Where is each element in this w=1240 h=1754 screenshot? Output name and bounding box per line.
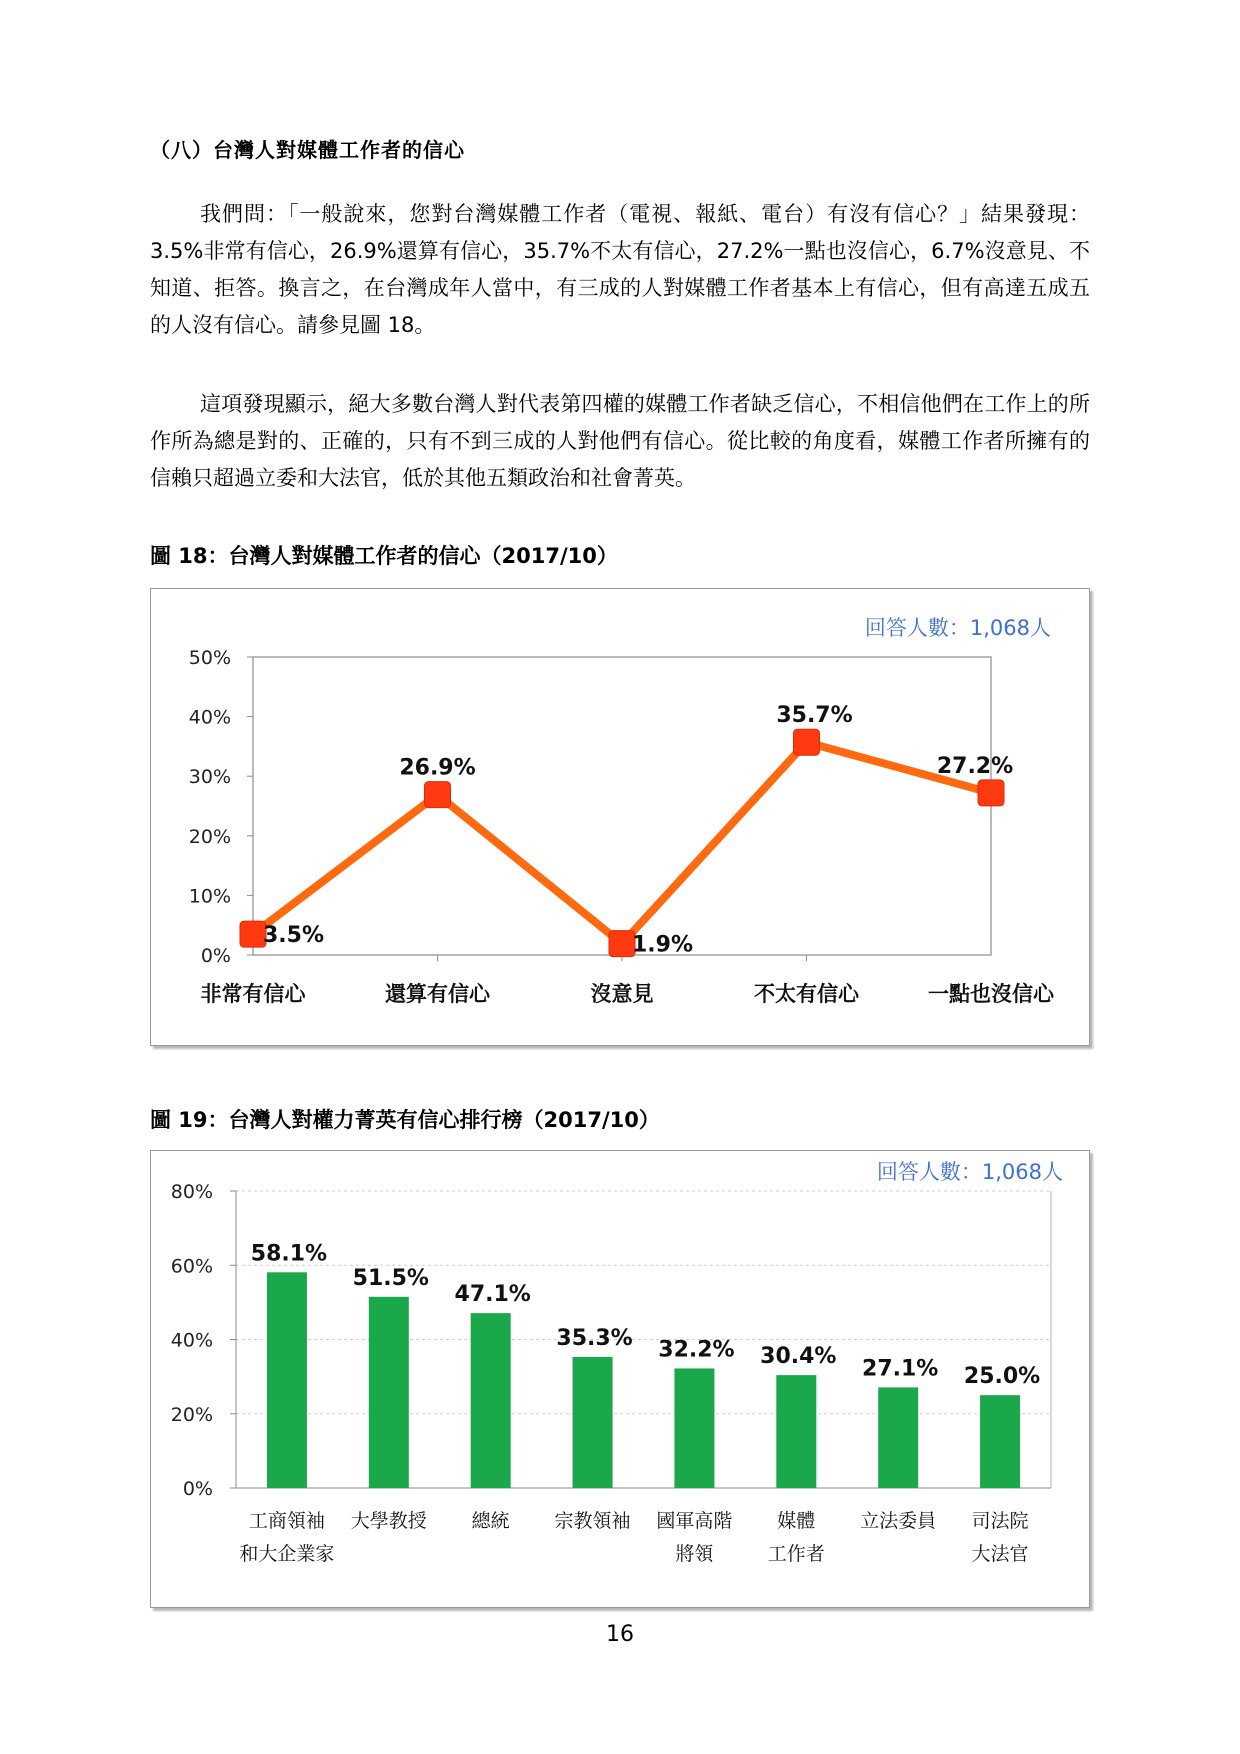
x-category-label: 工商領袖 bbox=[248, 1510, 325, 1532]
series-line bbox=[253, 742, 991, 943]
x-category-label: 不太有信心 bbox=[754, 982, 859, 1006]
figure-19-chart bbox=[150, 1150, 1090, 1608]
y-tick-label: 10% bbox=[188, 885, 231, 908]
data-label: 3.5% bbox=[263, 923, 325, 949]
x-category-label: 工作者 bbox=[767, 1543, 825, 1565]
x-category-label: 和大企業家 bbox=[239, 1543, 335, 1565]
bar-1 bbox=[267, 1272, 307, 1488]
data-label: 27.1% bbox=[862, 1356, 939, 1382]
x-category-label: 將領 bbox=[675, 1543, 714, 1565]
bar-2 bbox=[369, 1297, 409, 1488]
data-label: 35.7% bbox=[776, 703, 853, 729]
y-tick-label: 0% bbox=[200, 945, 231, 967]
y-tick-label: 30% bbox=[188, 766, 231, 789]
figure-19-caption: 圖 19：台灣人對權力菁英有信心排行榜（2017/10） bbox=[150, 1108, 660, 1132]
bar-6 bbox=[776, 1375, 816, 1488]
paragraph-2: 這項發現顯示，絕大多數台灣人對代表第四權的媒體工作者缺乏信心，不相信他們在工作上的所作所為總是對的、正確的，只有不到三成的人對他們有信心。從比較的角度看，媒體工作者所擁有的信賴只超過立委和大法官，低於其他五類政治和社會菁英。 bbox=[150, 392, 1090, 490]
x-category-label: 一點也沒信心 bbox=[928, 982, 1054, 1006]
x-category-label: 大法官 bbox=[971, 1543, 1029, 1565]
y-tick-label: 40% bbox=[170, 1329, 213, 1352]
data-label: 30.4% bbox=[760, 1344, 837, 1370]
bar-5 bbox=[674, 1368, 714, 1488]
y-tick-label: 80% bbox=[170, 1181, 213, 1203]
x-category-label: 總統 bbox=[471, 1510, 510, 1532]
y-tick-label: 60% bbox=[170, 1255, 213, 1278]
data-label: 25.0% bbox=[963, 1364, 1041, 1390]
data-label: 51.5% bbox=[352, 1265, 429, 1291]
respondents-note: 回答人數：1,068人 bbox=[876, 1160, 1063, 1184]
data-point-4 bbox=[794, 729, 820, 755]
figure-18-caption: 圖 18：台灣人對媒體工作者的信心（2017/10） bbox=[150, 544, 618, 568]
figure-18-chart bbox=[150, 588, 1090, 1046]
x-category-label: 司法院 bbox=[971, 1510, 1029, 1532]
y-tick-label: 20% bbox=[170, 1403, 213, 1426]
bar-7 bbox=[878, 1387, 918, 1488]
y-tick-label: 40% bbox=[188, 706, 231, 729]
bar-chart-svg bbox=[151, 1151, 1089, 1607]
x-category-label: 媒體 bbox=[777, 1510, 816, 1532]
respondents-note: 回答人數：1,068人 bbox=[864, 616, 1051, 640]
x-category-label: 宗教領袖 bbox=[554, 1510, 631, 1532]
x-category-label: 還算有信心 bbox=[385, 982, 490, 1006]
data-label: 32.2% bbox=[658, 1337, 735, 1363]
x-category-label: 沒意見 bbox=[590, 982, 654, 1006]
y-tick-label: 20% bbox=[188, 825, 231, 848]
page-number: 16 bbox=[606, 1622, 634, 1647]
data-point-5 bbox=[978, 780, 1004, 806]
data-label: 35.3% bbox=[556, 1325, 633, 1351]
data-point-2 bbox=[425, 782, 451, 808]
data-label: 58.1% bbox=[250, 1241, 328, 1267]
bar-4 bbox=[573, 1357, 613, 1488]
x-category-label: 非常有信心 bbox=[200, 982, 306, 1006]
bar-3 bbox=[471, 1313, 511, 1488]
bar-8 bbox=[980, 1395, 1020, 1488]
line-chart-svg bbox=[151, 589, 1089, 1045]
paragraph-1: 我們問：「一般說來，您對台灣媒體工作者（電視、報紙、電台）有沒有信心？」結果發現：3.5%非常有信心，26.9%還算有信心，35.7%不太有信心，27.2%一點也沒信心，6.7%沒意見、不知道、拒答。換言之，在台灣成年人當中，有三成的人對媒體工作者基本上有信心，但有高達五成五的人沒有信心。請參見圖 18。 bbox=[150, 202, 1090, 337]
data-label: 1.9% bbox=[632, 932, 694, 958]
x-category-label: 大學教授 bbox=[350, 1510, 427, 1532]
y-tick-label: 0% bbox=[182, 1478, 213, 1500]
data-label: 27.2% bbox=[936, 753, 1014, 779]
y-tick-label: 50% bbox=[188, 647, 231, 669]
data-label: 47.1% bbox=[454, 1282, 531, 1308]
data-label: 26.9% bbox=[399, 755, 476, 781]
x-category-label: 立法委員 bbox=[860, 1510, 937, 1532]
section-heading: （八）台灣人對媒體工作者的信心 bbox=[150, 138, 465, 162]
x-category-label: 國軍高階 bbox=[656, 1510, 733, 1532]
plot-area bbox=[253, 657, 991, 955]
